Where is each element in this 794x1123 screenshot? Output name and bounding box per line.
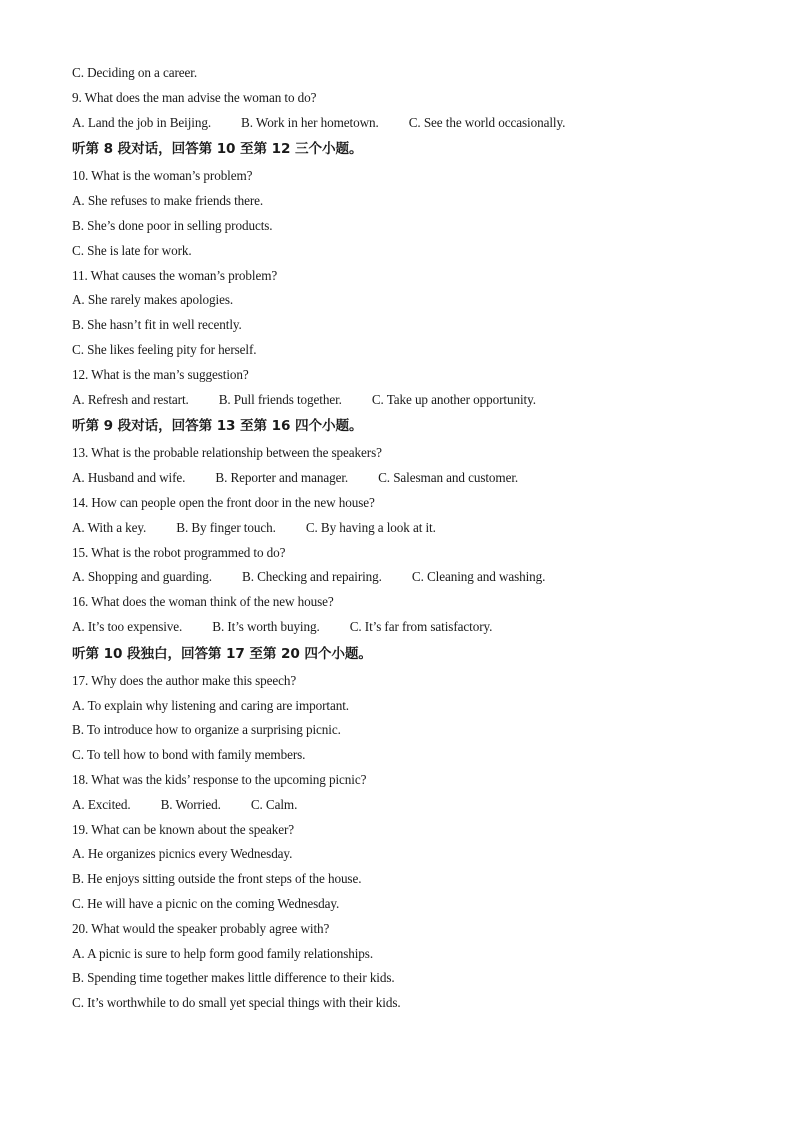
answer-option: B. He enjoys sitting outside the front steps of the house. bbox=[72, 871, 362, 887]
answer-option: B. Checking and repairing. bbox=[242, 569, 382, 585]
answer-option: C. She is late for work. bbox=[72, 242, 192, 258]
question-text: 9. What does the man advise the woman to do? bbox=[72, 89, 317, 105]
answer-option: C. Salesman and customer. bbox=[378, 470, 519, 486]
answer-option: A. Excited. bbox=[72, 796, 131, 812]
answer-option: B. Reporter and manager. bbox=[215, 470, 349, 486]
answer-option: C. Take up another opportunity. bbox=[371, 391, 536, 407]
answer-option: B. Spending time together makes little difference to their kids. bbox=[72, 970, 395, 986]
answer-option: B. It’s worth buying. bbox=[212, 618, 320, 634]
answer-option: C. By having a look at it. bbox=[305, 519, 436, 535]
section-heading: 听第 8 段对话，回答第 10 至第 12 三个小题。 bbox=[72, 141, 363, 158]
answer-options-row bbox=[72, 388, 732, 413]
answer-option: A. To explain why listening and caring are important. bbox=[72, 697, 349, 713]
answer-option: A. With a key. bbox=[72, 519, 147, 535]
answer-options-row bbox=[72, 793, 732, 818]
answer-option: B. She’s done poor in selling products. bbox=[72, 217, 273, 233]
question-text: 19. What can be known about the speaker? bbox=[72, 821, 295, 837]
section-heading: 听第 9 段对话，回答第 13 至第 16 四个小题。 bbox=[72, 418, 363, 435]
answer-option: A. She rarely makes apologies. bbox=[72, 292, 234, 308]
answer-option: A. Refresh and restart. bbox=[72, 391, 189, 407]
answer-option: C. She likes feeling pity for herself. bbox=[72, 341, 257, 357]
answer-option: A. He organizes picnics every Wednesday. bbox=[72, 846, 293, 862]
question-text: 16. What does the woman think of the new house? bbox=[72, 594, 334, 610]
answer-options-row bbox=[72, 516, 732, 541]
answer-option: C. He will have a picnic on the coming Wednesday. bbox=[72, 895, 340, 911]
answer-options-row bbox=[72, 565, 732, 590]
answer-option: C. To tell how to bond with family members. bbox=[72, 747, 306, 763]
question-text: 13. What is the probable relationship between the speakers? bbox=[72, 445, 382, 461]
question-text: 18. What was the kids’ response to the upcoming picnic? bbox=[72, 771, 367, 787]
document-page bbox=[72, 61, 732, 1016]
answer-option: C. Cleaning and washing. bbox=[411, 569, 546, 585]
answer-option: C. Calm. bbox=[250, 796, 298, 812]
answer-option: B. Worried. bbox=[160, 796, 221, 812]
question-text: 15. What is the robot programmed to do? bbox=[72, 544, 286, 560]
answer-option: A. She refuses to make friends there. bbox=[72, 193, 264, 209]
answer-option: B. By finger touch. bbox=[176, 519, 276, 535]
question-text: 11. What causes the woman’s problem? bbox=[72, 267, 278, 283]
answer-option: C. See the world occasionally. bbox=[408, 114, 566, 130]
answer-option: C. It’s worthwhile to do small yet special things with their kids. bbox=[72, 995, 401, 1011]
answer-option: A. Shopping and guarding. bbox=[72, 569, 212, 585]
answer-option: C. It’s far from satisfactory. bbox=[349, 618, 493, 634]
answer-option: A. It’s too expensive. bbox=[72, 618, 183, 634]
answer-option: B. She hasn’t fit in well recently. bbox=[72, 317, 242, 333]
answer-option: C. Deciding on a career. bbox=[72, 65, 198, 80]
answer-option: A. A picnic is sure to help form good family relationships. bbox=[72, 945, 374, 961]
section-heading: 听第 10 段独白，回答第 17 至第 20 四个小题。 bbox=[72, 645, 372, 662]
question-text: 12. What is the man’s suggestion? bbox=[72, 366, 249, 382]
question-text: 20. What would the speaker probably agree with? bbox=[72, 920, 330, 936]
answer-options-row bbox=[72, 615, 732, 640]
answer-option: B. Pull friends together. bbox=[218, 391, 342, 407]
answer-option: B. To introduce how to organize a surprising picnic. bbox=[72, 722, 341, 738]
answer-options-row bbox=[72, 466, 732, 491]
answer-option: A. Land the job in Beijing. bbox=[72, 114, 212, 130]
question-text: 14. How can people open the front door in the new house? bbox=[72, 494, 375, 510]
question-text: 17. Why does the author make this speech? bbox=[72, 672, 297, 688]
answer-options-row bbox=[72, 111, 732, 136]
answer-option: B. Work in her hometown. bbox=[241, 114, 379, 130]
answer-option: A. Husband and wife. bbox=[72, 470, 186, 486]
question-text: 10. What is the woman’s problem? bbox=[72, 168, 253, 184]
